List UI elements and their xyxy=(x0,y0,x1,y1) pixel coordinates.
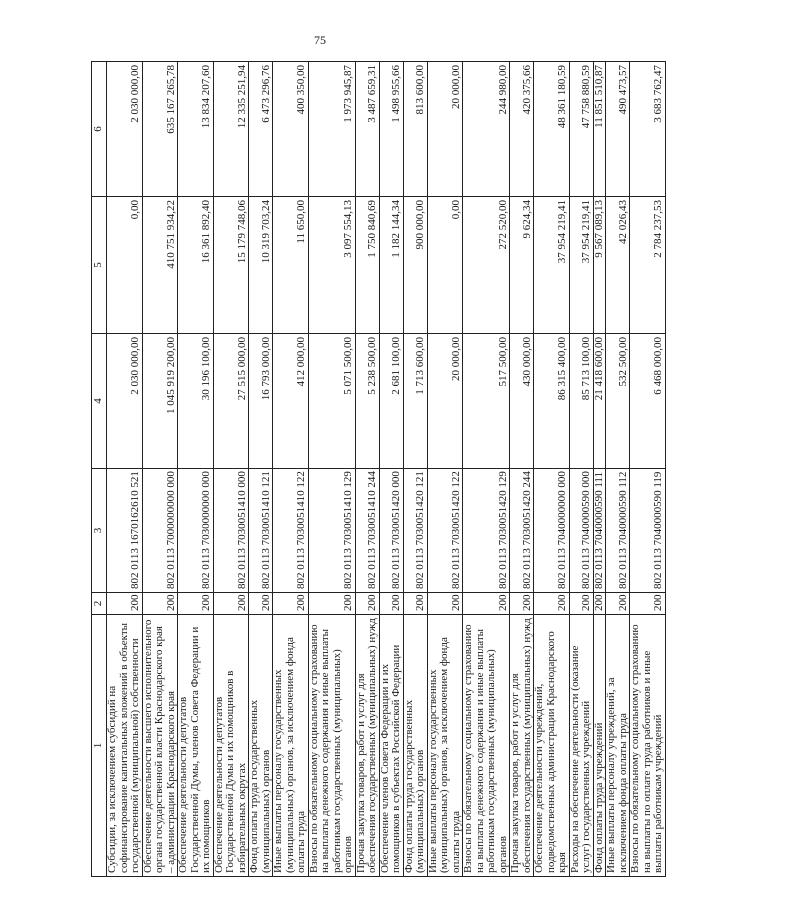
row-line-code-cell: 200 xyxy=(178,593,214,615)
row-col5-amount-cell: 410 751 934,22 xyxy=(142,197,178,334)
row-budget-code-cell: 802 0113 7030051420 122 xyxy=(427,469,463,593)
row-col5-amount-cell: 2 784 237,53 xyxy=(630,197,666,334)
row-col6-amount-cell: 400 350,00 xyxy=(273,62,309,197)
row-budget-code-cell: 802 0113 7030051410 244 xyxy=(355,469,379,593)
row-col4-amount-cell: 21 418 600,00 xyxy=(593,334,606,469)
row-col6-amount-cell: 11 851 510,87 xyxy=(593,62,606,197)
rotated-table-container xyxy=(91,62,790,877)
row-line-code-cell: 200 xyxy=(463,593,510,615)
row-col6-amount-cell: 420 375,66 xyxy=(510,62,534,197)
row-col5-amount-cell: 16 361 892,40 xyxy=(178,197,214,334)
table-row xyxy=(510,62,534,877)
row-col6-amount-cell: 1 498 955,66 xyxy=(379,62,403,197)
row-col6-amount-cell: 490 473,57 xyxy=(606,62,630,197)
row-line-code-cell: 200 xyxy=(355,593,379,615)
row-line-code-cell: 200 xyxy=(107,593,143,615)
row-budget-code-cell: 802 0113 7040000590 111 xyxy=(593,469,606,593)
row-name-cell: Фонд оплаты труда государственных (муниципальных) органов xyxy=(403,615,427,877)
row-name-cell: Обеспечение членов Совета Федерации и их помощников в субъектах Российской Федерации xyxy=(379,615,403,877)
header-cell-6: 6 xyxy=(92,62,107,197)
table-row xyxy=(379,62,403,877)
row-col5-amount-cell: 900 000,00 xyxy=(403,197,427,334)
row-col4-amount-cell: 412 000,00 xyxy=(273,334,309,469)
table-row xyxy=(569,62,593,877)
row-line-code-cell: 200 xyxy=(427,593,463,615)
header-cell-1: 1 xyxy=(92,615,107,877)
header-cell-4: 4 xyxy=(92,334,107,469)
row-line-code-cell: 200 xyxy=(403,593,427,615)
row-col4-amount-cell: 5 071 500,00 xyxy=(308,334,355,469)
budget-table xyxy=(91,61,666,877)
table-row xyxy=(178,62,214,877)
table-row xyxy=(213,62,249,877)
table-header-row xyxy=(92,62,107,877)
row-line-code-cell: 200 xyxy=(308,593,355,615)
row-name-cell: Расходы на обеспечение деятельности (оказание услуг) государственных учреждений xyxy=(569,615,593,877)
row-col6-amount-cell: 2 030 000,00 xyxy=(107,62,143,197)
row-name-cell: Взносы по обязательному социальному страхованию на выплаты по оплате труда работников и иные выплаты работникам учреждений xyxy=(630,615,666,877)
row-col6-amount-cell: 813 600,00 xyxy=(403,62,427,197)
header-cell-3: 3 xyxy=(92,469,107,593)
table-row xyxy=(142,62,178,877)
row-col6-amount-cell: 12 335 251,94 xyxy=(213,62,249,197)
row-name-cell: Обеспечение деятельности высшего исполнительного органа государственной власти Краснодарского края – администрации Краснодарского края xyxy=(142,615,178,877)
row-col4-amount-cell: 532 500,00 xyxy=(606,334,630,469)
row-budget-code-cell: 802 0113 7030051410 121 xyxy=(249,469,273,593)
table-row xyxy=(249,62,273,877)
row-budget-code-cell: 802 0113 7030051410 122 xyxy=(273,469,309,593)
table-row xyxy=(534,62,570,877)
row-name-cell: Фонд оплаты труда учреждений xyxy=(593,615,606,877)
row-budget-code-cell: 802 0113 7000000000 000 xyxy=(142,469,178,593)
row-col5-amount-cell: 37 954 219,41 xyxy=(534,197,570,334)
table-row xyxy=(630,62,666,877)
row-col5-amount-cell: 272 520,00 xyxy=(463,197,510,334)
row-name-cell: Взносы по обязательному социальному страхованию на выплаты денежного содержания и иные выплаты работникам государственных (муниципальных) органов xyxy=(308,615,355,877)
row-line-code-cell: 200 xyxy=(273,593,309,615)
row-line-code-cell: 200 xyxy=(606,593,630,615)
row-col5-amount-cell: 1 750 840,69 xyxy=(355,197,379,334)
row-line-code-cell: 200 xyxy=(630,593,666,615)
row-col6-amount-cell: 3 683 762,47 xyxy=(630,62,666,197)
row-col5-amount-cell: 11 650,00 xyxy=(273,197,309,334)
row-name-cell: Обеспечение деятельности учреждений, подведомственных администрации Краснодарского края xyxy=(534,615,570,877)
table-row xyxy=(308,62,355,877)
row-name-cell: Фонд оплаты труда государственных (муниципальных) органов xyxy=(249,615,273,877)
budget-table-body xyxy=(92,62,666,877)
row-col4-amount-cell: 30 196 100,00 xyxy=(178,334,214,469)
row-col5-amount-cell: 15 179 748,06 xyxy=(213,197,249,334)
header-cell-2: 2 xyxy=(92,593,107,615)
row-col4-amount-cell: 1 045 919 200,00 xyxy=(142,334,178,469)
row-col4-amount-cell: 85 713 100,00 xyxy=(569,334,593,469)
row-line-code-cell: 200 xyxy=(593,593,606,615)
row-col4-amount-cell: 16 793 000,00 xyxy=(249,334,273,469)
table-row xyxy=(403,62,427,877)
row-col6-amount-cell: 635 167 265,78 xyxy=(142,62,178,197)
row-col5-amount-cell: 10 319 703,24 xyxy=(249,197,273,334)
table-row xyxy=(107,62,143,877)
row-line-code-cell: 200 xyxy=(510,593,534,615)
row-col6-amount-cell: 3 487 659,31 xyxy=(355,62,379,197)
row-line-code-cell: 200 xyxy=(569,593,593,615)
row-col5-amount-cell: 3 097 554,13 xyxy=(308,197,355,334)
row-budget-code-cell: 802 0113 7030051420 129 xyxy=(463,469,510,593)
row-col4-amount-cell: 430 000,00 xyxy=(510,334,534,469)
row-col5-amount-cell: 37 954 219,41 xyxy=(569,197,593,334)
row-name-cell: Прочая закупка товаров, работ и услуг для обеспечения государственных (муниципальных) нужд xyxy=(510,615,534,877)
row-name-cell: Прочая закупка товаров, работ и услуг для обеспечения государственных (муниципальных) нужд xyxy=(355,615,379,877)
row-budget-code-cell: 802 0113 7030051410 000 xyxy=(213,469,249,593)
row-line-code-cell: 200 xyxy=(379,593,403,615)
row-col4-amount-cell: 2 681 100,00 xyxy=(379,334,403,469)
row-col4-amount-cell: 517 500,00 xyxy=(463,334,510,469)
row-col5-amount-cell: 1 182 144,34 xyxy=(379,197,403,334)
table-row xyxy=(273,62,309,877)
row-col6-amount-cell: 1 973 945,87 xyxy=(308,62,355,197)
row-col5-amount-cell: 42 026,43 xyxy=(606,197,630,334)
row-name-cell: Иные выплаты персоналу государственных (муниципальных) органов, за исключением фонда оплаты труда xyxy=(273,615,309,877)
row-line-code-cell: 200 xyxy=(213,593,249,615)
row-budget-code-cell: 802 0113 7040000590 119 xyxy=(630,469,666,593)
table-row xyxy=(606,62,630,877)
row-col4-amount-cell: 6 468 000,00 xyxy=(630,334,666,469)
table-row xyxy=(355,62,379,877)
row-name-cell: Субсидии, за исключением субсидий на софинансирование капитальных вложений в объекты государственной (муниципальной) собственности xyxy=(107,615,143,877)
row-col6-amount-cell: 6 473 296,76 xyxy=(249,62,273,197)
page-number: 75 xyxy=(314,33,326,47)
row-name-cell: Обеспечение деятельности депутатов Государственной Думы, членов Совета Федерации и их помощников xyxy=(178,615,214,877)
row-name-cell: Иные выплаты персоналу учреждений, за исключением фонда оплаты труда xyxy=(606,615,630,877)
row-line-code-cell: 200 xyxy=(142,593,178,615)
row-col6-amount-cell: 48 361 180,59 xyxy=(534,62,570,197)
table-row xyxy=(593,62,606,877)
row-line-code-cell: 200 xyxy=(534,593,570,615)
row-col6-amount-cell: 20 000,00 xyxy=(427,62,463,197)
row-col4-amount-cell: 5 238 500,00 xyxy=(355,334,379,469)
row-col4-amount-cell: 20 000,00 xyxy=(427,334,463,469)
row-col4-amount-cell: 86 315 400,00 xyxy=(534,334,570,469)
row-line-code-cell: 200 xyxy=(249,593,273,615)
row-col4-amount-cell: 1 713 600,00 xyxy=(403,334,427,469)
row-budget-code-cell: 802 0113 7040000590 112 xyxy=(606,469,630,593)
row-col5-amount-cell: 0,00 xyxy=(427,197,463,334)
table-row xyxy=(427,62,463,877)
row-budget-code-cell: 802 0113 7030051410 129 xyxy=(308,469,355,593)
row-budget-code-cell: 802 0113 7030000000 000 xyxy=(178,469,214,593)
row-budget-code-cell: 802 0113 7040000000 000 xyxy=(534,469,570,593)
row-col4-amount-cell: 2 030 000,00 xyxy=(107,334,143,469)
row-budget-code-cell: 802 0113 7030051420 244 xyxy=(510,469,534,593)
row-col6-amount-cell: 13 834 207,60 xyxy=(178,62,214,197)
row-col5-amount-cell: 9 567 089,13 xyxy=(593,197,606,334)
row-budget-code-cell: 802 0113 7030051420 000 xyxy=(379,469,403,593)
row-col5-amount-cell: 0,00 xyxy=(107,197,143,334)
table-row xyxy=(463,62,510,877)
row-name-cell: Иные выплаты персоналу государственных (муниципальных) органов, за исключением фонда оплаты труда xyxy=(427,615,463,877)
row-col4-amount-cell: 27 515 000,00 xyxy=(213,334,249,469)
row-col6-amount-cell: 244 980,00 xyxy=(463,62,510,197)
row-budget-code-cell: 802 0113 7030051420 121 xyxy=(403,469,427,593)
row-budget-code-cell: 802 0113 7040000590 000 xyxy=(569,469,593,593)
row-col5-amount-cell: 9 624,34 xyxy=(510,197,534,334)
row-budget-code-cell: 802 0113 1670162610 521 xyxy=(107,469,143,593)
header-cell-5: 5 xyxy=(92,197,107,334)
row-name-cell: Взносы по обязательному социальному страхованию на выплаты денежного содержания и иные выплаты работникам государственных (муниципальных) органов xyxy=(463,615,510,877)
row-name-cell: Обеспечение деятельности депутатов Государственной Думы и их помощников в избирательных округах xyxy=(213,615,249,877)
row-col6-amount-cell: 47 758 880,59 xyxy=(569,62,593,197)
